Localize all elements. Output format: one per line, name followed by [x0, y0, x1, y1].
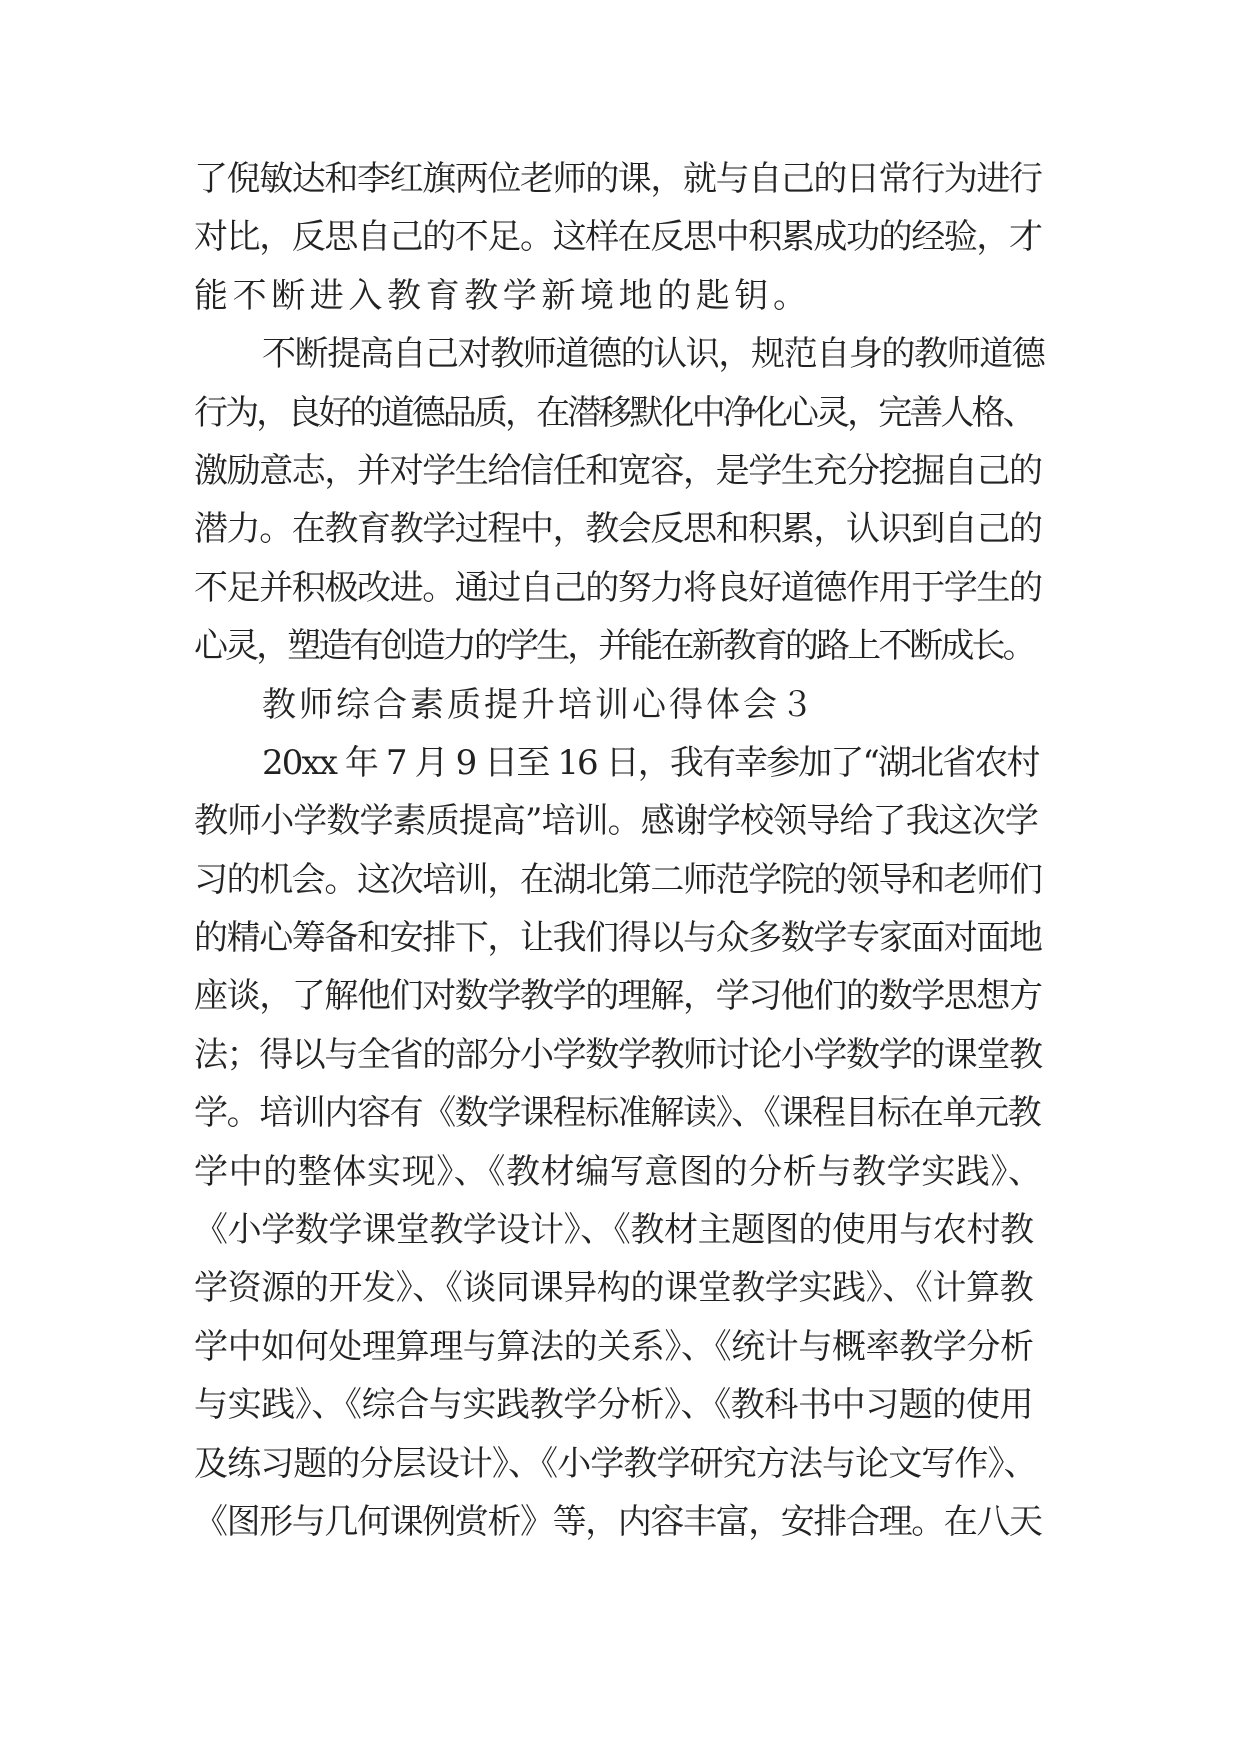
text-line: 学资源的开发》、《谈同课异构的课堂教学实践》、《计算教 [194, 1268, 1034, 1309]
paragraph [194, 150, 1044, 325]
text-line: 法；得以与全省的部分小学数学教师讨论小学数学的课堂教 [194, 1034, 1042, 1075]
text-line: 心灵，塑造有创造力的学生，并能在新教育的路上不断成长。 [194, 626, 1034, 667]
text-line: 了倪敏达和李红旗两位老师的课，就与自己的日常行为进行 [194, 159, 1042, 199]
text-line: 行为，良好的道德品质，在潜移默化中净化心灵，完善人格、 [194, 392, 1034, 433]
text-line: 的精心筹备和安排下，让我们得以与众多数学专家面对面地 [194, 918, 1042, 959]
text-line: 习的机会。这次培训，在湖北第二师范学院的领导和老师们 [194, 859, 1042, 900]
text-line: 座谈，了解他们对数学教学的理解，学习他们的数学思想方 [194, 976, 1042, 1017]
paragraph [194, 325, 1044, 675]
text-line: 不断提高自己对教师道德的认识，规范自身的教师道德 [262, 334, 1045, 375]
text-line: 学。培训内容有《数学课程标准解读》、《课程目标在单元教 [194, 1093, 1041, 1134]
text-line: 潜力。在教育教学过程中，教会反思和积累，认识到自己的 [194, 509, 1042, 550]
text-line: 20xx 年 7 月 9 日至 16 日，我有幸参加了“湖北省农村 [262, 742, 1039, 783]
text-line: 能不断进入教育教学新境地的匙钥。 [194, 275, 812, 316]
section-heading [194, 676, 1044, 734]
text-line: 及练习题的分层设计》、《小学教学研究方法与论文写作》、 [194, 1443, 1037, 1484]
text-line: 学中的整体实现》、《教材编写意图的分析与教学实践》、 [194, 1151, 1043, 1192]
text-line: 《图形与几何课例赏析》等，内容丰富，安排合理。在八天 [194, 1501, 1042, 1542]
text-line: 与实践》、《综合与实践教学分析》、《教科书中习题的使用 [194, 1385, 1034, 1426]
document-body [194, 150, 1044, 1551]
heading-text: 教师综合素质提升培训心得体会３ [262, 684, 817, 725]
text-line: 教师小学数学素质提高”培训。感谢学校领导给了我这次学 [194, 801, 1038, 842]
text-line: 学中如何处理算理与算法的关系》、《统计与概率教学分析 [194, 1326, 1034, 1367]
text-line: 对比，反思自己的不足。这样在反思中积累成功的经验，才 [194, 217, 1042, 258]
text-line: 《小学数学课堂教学设计》、《教材主题图的使用与农村教 [194, 1210, 1034, 1251]
paragraph [194, 734, 1044, 1551]
text-line: 不足并积极改进。通过自己的努力将良好道德作用于学生的 [194, 567, 1042, 608]
text-line: 激励意志，并对学生给信任和宽容，是学生充分挖掘自己的 [194, 450, 1042, 491]
